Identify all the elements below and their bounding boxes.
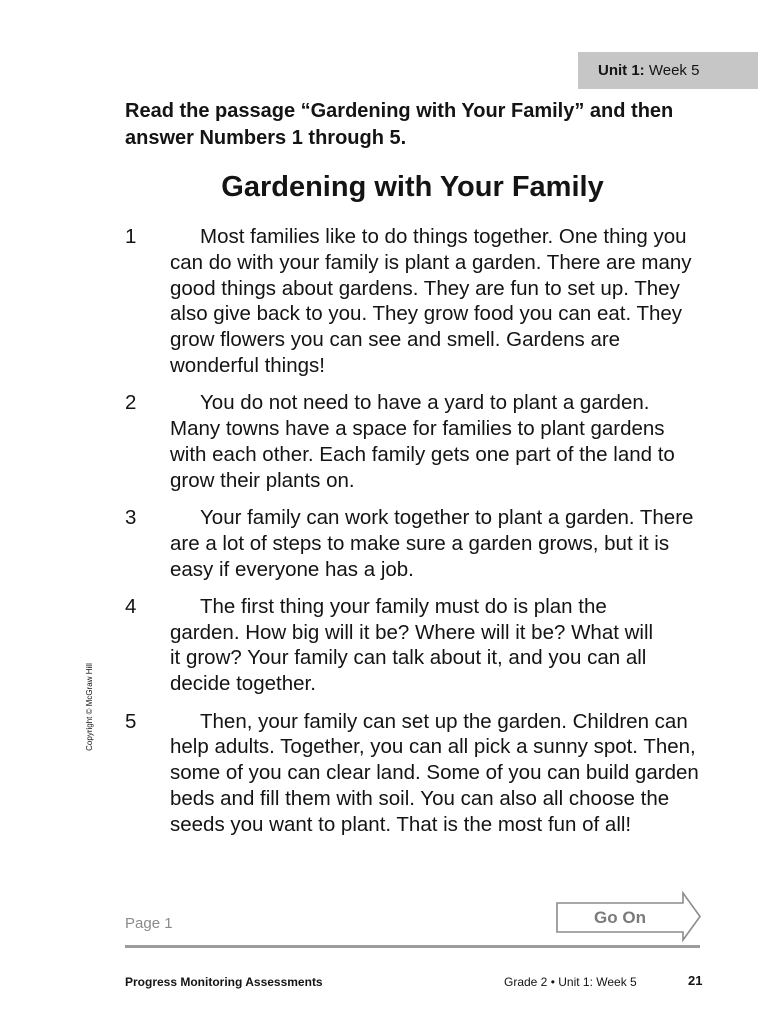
paragraph-2 bbox=[0, 390, 768, 493]
page-number: 21 bbox=[688, 973, 703, 988]
paragraph-text bbox=[0, 709, 768, 838]
publication-title: Progress Monitoring Assessments bbox=[125, 975, 323, 989]
paragraph-line: beds and fill them with soil. You can also all choose the bbox=[170, 786, 670, 810]
paragraph-line: Then, your family can set up the garden. Children can bbox=[200, 709, 688, 733]
paragraph-4 bbox=[0, 594, 768, 697]
paragraph-line: can do with your family is plant a garden. There are many bbox=[170, 250, 692, 274]
paragraph-number: 5 bbox=[125, 709, 137, 733]
footer-divider bbox=[125, 945, 700, 948]
paragraph-number: 2 bbox=[125, 391, 137, 415]
week-label: Week 5 bbox=[648, 62, 700, 79]
paragraph-line: also give back to you. They grow food you can eat. They bbox=[170, 302, 683, 326]
paragraph-line: grow flowers you can see and smell. Gardens are bbox=[170, 328, 621, 352]
paragraph-3 bbox=[0, 505, 768, 582]
instructions-line: Read the passage “Gardening with Your Family” and then bbox=[125, 100, 674, 122]
paragraph-line: easy if everyone has a job. bbox=[170, 557, 414, 581]
copyright-note: Copyright © McGraw Hill bbox=[85, 663, 94, 751]
paragraph-line: grow their plants on. bbox=[170, 468, 355, 492]
unit-label: Unit 1: bbox=[598, 62, 645, 79]
paragraph-5 bbox=[0, 709, 768, 838]
paragraph-1 bbox=[0, 224, 768, 379]
paragraph-line: Your family can work together to plant a garden. There bbox=[200, 505, 694, 529]
paragraph-line: with each other. Each family gets one part of the land to bbox=[170, 442, 675, 466]
paragraph-line: garden. How big will it be? Where will it be? What will bbox=[170, 620, 654, 644]
instructions-line: answer Numbers 1 through 5. bbox=[125, 127, 407, 149]
paragraph-line: help adults. Together, you can all pick a sunny spot. Then, bbox=[170, 735, 696, 759]
paragraph-line: are a lot of steps to make sure a garden grows, but it is bbox=[170, 531, 670, 555]
paragraph-line: seeds you want to plant. That is the most fun of all! bbox=[170, 812, 632, 836]
go-on-label: Go On bbox=[594, 908, 646, 927]
paragraph-number: 3 bbox=[125, 505, 137, 529]
paragraph-line: The first thing your family must do is plan the bbox=[200, 594, 607, 618]
paragraph-line: wonderful things! bbox=[170, 353, 325, 377]
paragraph-number: 1 bbox=[125, 225, 137, 248]
paragraph-text bbox=[0, 505, 768, 582]
paragraph-line: You do not need to have a yard to plant a garden. bbox=[200, 391, 650, 415]
paragraph-line: some of you can clear land. Some of you can build garden bbox=[170, 761, 699, 785]
paragraph-line: Many towns have a space for families to plant gardens bbox=[170, 417, 665, 441]
paragraph-line: good things about gardens. They are fun to set up. They bbox=[170, 276, 680, 300]
grade-unit-label: Grade 2 • Unit 1: Week 5 bbox=[504, 975, 637, 989]
paragraph-line: Most families like to do things together. One thing you bbox=[200, 225, 687, 248]
go-on-indicator bbox=[556, 891, 704, 943]
paragraph-text bbox=[0, 224, 768, 379]
paragraph-number: 4 bbox=[125, 594, 137, 618]
paragraph-line: decide together. bbox=[170, 672, 316, 696]
instructions bbox=[125, 98, 673, 152]
page-label: Page 1 bbox=[125, 915, 173, 932]
passage-title: Gardening with Your Family bbox=[221, 171, 604, 203]
unit-week-tab bbox=[578, 52, 758, 89]
paragraph-text bbox=[0, 390, 768, 493]
paragraph-text bbox=[0, 594, 768, 697]
paragraph-line: it grow? Your family can talk about it, and you can all bbox=[170, 646, 647, 670]
passage-body bbox=[0, 224, 768, 849]
